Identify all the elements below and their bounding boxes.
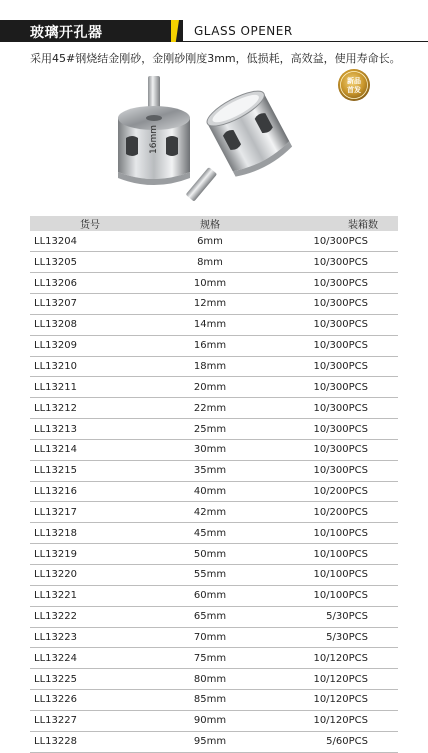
cell-item-no: LL13207 [30,294,150,315]
table-row [30,627,398,648]
cell-packing: 5/60PCS [270,731,398,752]
cell-item-no: LL13220 [30,565,150,586]
cell-item-no: LL13205 [30,252,150,273]
cell-spec: 55mm [150,565,270,586]
cell-item-no: LL13222 [30,606,150,627]
cell-item-no: LL13228 [30,731,150,752]
table-row [30,648,398,669]
col-header-item-no: 货号 [80,220,100,231]
cell-packing: 10/300PCS [270,356,398,377]
table-header-row [30,216,398,231]
product-description: 采用45#钢烧结金刚砂，金刚砂刚度3mm，低损耗，高效益，使用寿命长。 [30,52,401,65]
badge-line1: 新品 [347,77,361,85]
cell-packing: 10/300PCS [270,398,398,419]
cell-spec: 6mm [150,231,270,252]
cell-packing: 5/30PCS [270,606,398,627]
table-row [30,585,398,606]
table-row [30,565,398,586]
cell-spec: 65mm [150,606,270,627]
cell-spec: 16mm [150,335,270,356]
cell-spec: 10mm [150,273,270,294]
cell-item-no: LL13214 [30,439,150,460]
cell-packing: 10/100PCS [270,565,398,586]
cell-spec: 18mm [150,356,270,377]
cell-spec: 90mm [150,710,270,731]
table-row [30,398,398,419]
cell-item-no: LL13204 [30,231,150,252]
cell-packing: 10/120PCS [270,690,398,711]
table-row [30,460,398,481]
table-row [30,439,398,460]
cell-spec: 80mm [150,669,270,690]
cell-packing: 10/100PCS [270,585,398,606]
cell-packing: 10/120PCS [270,710,398,731]
table-row [30,273,398,294]
cell-spec: 35mm [150,460,270,481]
glass-hole-saw-image [100,76,290,206]
cell-item-no: LL13213 [30,419,150,440]
cell-item-no: LL13212 [30,398,150,419]
cell-spec: 14mm [150,314,270,335]
section-header [0,20,428,42]
cell-spec: 25mm [150,419,270,440]
cell-packing: 10/300PCS [270,252,398,273]
cell-spec: 95mm [150,731,270,752]
cell-packing: 10/120PCS [270,669,398,690]
header-underline [183,41,428,42]
cell-packing: 10/200PCS [270,481,398,502]
table-row [30,690,398,711]
table-row [30,544,398,565]
title-chinese: 玻璃开孔器 [30,25,103,41]
specification-table [30,216,398,753]
table-row [30,710,398,731]
cell-item-no: LL13211 [30,377,150,398]
cell-spec: 45mm [150,523,270,544]
table-row [30,731,398,752]
cell-packing: 10/300PCS [270,377,398,398]
cell-item-no: LL13224 [30,648,150,669]
cell-packing: 10/100PCS [270,544,398,565]
table-row [30,419,398,440]
engraving-text: 16mm [149,125,159,154]
cell-item-no: LL13210 [30,356,150,377]
cell-spec: 42mm [150,502,270,523]
cell-packing: 10/300PCS [270,439,398,460]
cell-item-no: LL13217 [30,502,150,523]
cell-spec: 85mm [150,690,270,711]
cell-item-no: LL13208 [30,314,150,335]
cell-spec: 50mm [150,544,270,565]
table-row [30,335,398,356]
table-row [30,294,398,315]
cell-item-no: LL13225 [30,669,150,690]
cell-item-no: LL13219 [30,544,150,565]
cell-spec: 8mm [150,252,270,273]
table-row [30,481,398,502]
cell-packing: 10/300PCS [270,273,398,294]
table-row [30,523,398,544]
cell-spec: 40mm [150,481,270,502]
cell-item-no: LL13218 [30,523,150,544]
cell-packing: 10/300PCS [270,231,398,252]
cell-item-no: LL13215 [30,460,150,481]
col-header-spec: 规格 [200,220,220,231]
cell-item-no: LL13206 [30,273,150,294]
cell-item-no: LL13223 [30,627,150,648]
cell-spec: 12mm [150,294,270,315]
table-row [30,252,398,273]
cell-spec: 30mm [150,439,270,460]
cell-item-no: LL13227 [30,710,150,731]
cell-packing: 10/120PCS [270,648,398,669]
cell-item-no: LL13221 [30,585,150,606]
cell-item-no: LL13226 [30,690,150,711]
table-row [30,606,398,627]
cell-packing: 10/300PCS [270,419,398,440]
table-row [30,231,398,252]
cell-packing: 10/300PCS [270,314,398,335]
title-english: GLASS OPENER [194,24,293,38]
cell-packing: 10/300PCS [270,335,398,356]
cell-item-no: LL13216 [30,481,150,502]
cell-spec: 75mm [150,648,270,669]
cell-spec: 22mm [150,398,270,419]
cell-spec: 20mm [150,377,270,398]
cell-spec: 60mm [150,585,270,606]
cell-spec: 70mm [150,627,270,648]
cell-packing: 5/30PCS [270,627,398,648]
cell-packing: 10/100PCS [270,523,398,544]
table-row [30,377,398,398]
table-row [30,502,398,523]
cell-packing: 10/200PCS [270,502,398,523]
table-row [30,356,398,377]
cell-packing: 10/300PCS [270,460,398,481]
cell-item-no: LL13209 [30,335,150,356]
col-header-packing: 装箱数 [348,220,378,231]
new-product-badge-icon [337,68,371,102]
badge-line2: 首发 [347,86,361,94]
table-row [30,669,398,690]
table-row [30,314,398,335]
cell-packing: 10/300PCS [270,294,398,315]
